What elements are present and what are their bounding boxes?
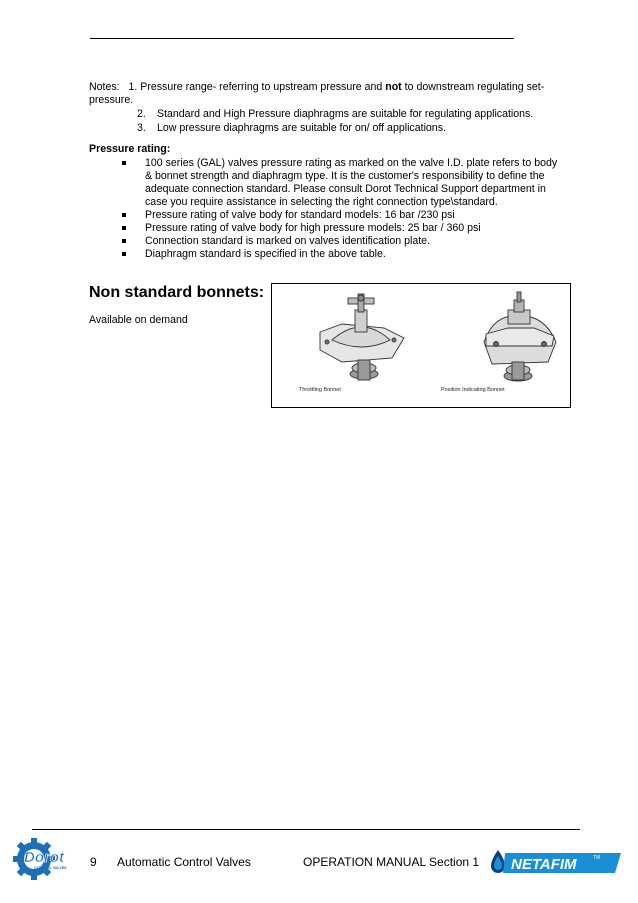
list-item: Connection standard is marked on valves identification plate. xyxy=(145,235,559,248)
pressure-rating-section xyxy=(89,143,559,261)
list-item: 100 series (GAL) valves pressure rating as marked on the valve I.D. plate refers to body & bonnet strength and diaphragm type. It is the customer's responsibility to define the adequate connection standard. Please consult Dorot Technical Support department in case you require assistance in selecting the right connection type\standard. xyxy=(145,157,558,208)
list-item: Pressure rating of valve body for standard models: 16 bar /230 psi xyxy=(145,209,559,222)
footer-title: Automatic Control Valves xyxy=(117,855,251,869)
dorot-logo xyxy=(12,838,82,880)
list-item: Diaphragm standard is specified in the above table. xyxy=(145,248,559,261)
throttling-bonnet-drawing xyxy=(320,294,404,380)
non-standard-bonnets-title: Non standard bonnets: xyxy=(89,284,265,301)
pressure-rating-list xyxy=(89,157,559,261)
non-standard-bonnets-text: Available on demand xyxy=(89,314,188,326)
note-2 xyxy=(137,108,559,121)
netafim-logo xyxy=(489,847,621,877)
page-number: 9 xyxy=(90,855,97,869)
note-1-text-start: Pressure range- referring to upstream pressure and xyxy=(140,81,383,93)
note-1 xyxy=(89,81,559,107)
throttling-bonnet-caption: Throttling Bonnet xyxy=(299,387,341,393)
position-indicating-bonnet-caption: Position Indicating Bonnet xyxy=(441,387,505,393)
note-2-number: 2. xyxy=(137,108,146,120)
dorot-logo-text: Dorot xyxy=(24,849,64,866)
note-3 xyxy=(137,122,559,135)
bonnets-figure xyxy=(271,283,571,408)
dorot-logo-subtext: CONTROL VALVES xyxy=(34,866,67,870)
pressure-rating-title: Pressure rating: xyxy=(89,143,171,155)
note-3-text: Low pressure diaphragms are suitable for on/ off applications. xyxy=(157,122,446,134)
note-1-text-end: to downstream regulating set-pressure. xyxy=(89,81,545,106)
list-item: Pressure rating of valve body for high pressure models: 25 bar / 360 psi xyxy=(145,222,559,235)
footer-section: OPERATION MANUAL Section 1 xyxy=(303,855,480,869)
netafim-logo-text: NETAFIM xyxy=(511,856,577,873)
note-1-emphasis: not xyxy=(385,81,402,93)
footer-rule xyxy=(32,829,580,830)
header-rule xyxy=(90,38,514,39)
note-1-number: 1. xyxy=(128,81,138,93)
note-3-number: 3. xyxy=(137,122,146,134)
notes-section xyxy=(89,81,559,135)
position-indicating-bonnet-drawing xyxy=(484,292,556,381)
netafim-trademark: TM xyxy=(593,855,601,861)
notes-label: Notes: xyxy=(89,81,120,93)
note-2-text: Standard and High Pressure diaphragms are suitable for regulating applications. xyxy=(157,108,534,120)
